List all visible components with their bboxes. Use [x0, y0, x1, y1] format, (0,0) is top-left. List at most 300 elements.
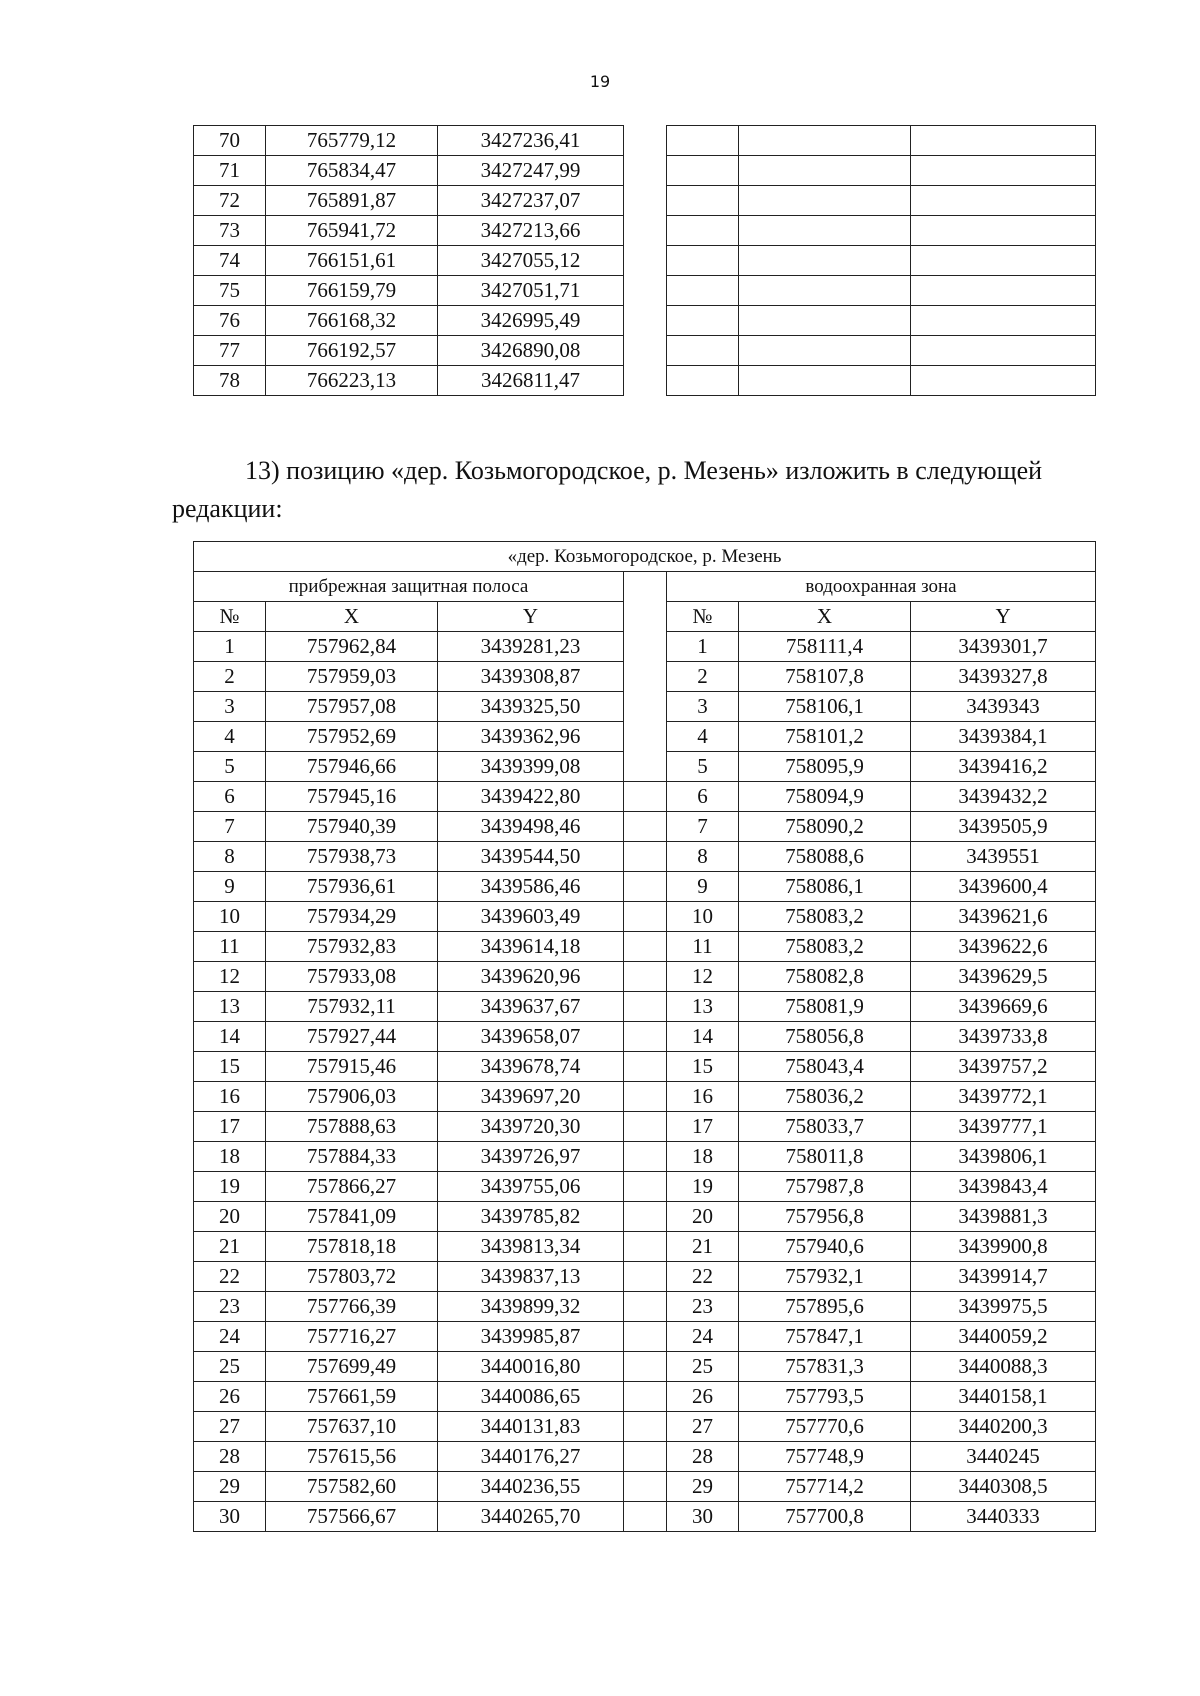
table-row [194, 246, 1096, 276]
cell-right-point-number: 14 [667, 1022, 739, 1052]
col-header-y-right: Y [911, 602, 1096, 632]
gap-cell [624, 306, 667, 336]
cell-right-point-number: 20 [667, 1202, 739, 1232]
cell-left-x-value: 757957,08 [266, 692, 438, 722]
cell-right-x-value: 758056,8 [739, 1022, 911, 1052]
cell-y-value: 3427236,41 [438, 126, 624, 156]
cell-right-x-value: 757714,2 [739, 1472, 911, 1502]
cell-point-number: 74 [194, 246, 266, 276]
cell-right-point-number: 1 [667, 632, 739, 662]
cell-right-y-value: 3439551 [911, 842, 1096, 872]
paragraph-line-2: редакции: [172, 494, 283, 523]
cell-left-y-value: 3439603,49 [438, 902, 624, 932]
table-row [194, 962, 1096, 992]
cell-left-x-value: 757906,03 [266, 1082, 438, 1112]
gap-cell [624, 842, 667, 872]
gap-cell [624, 1502, 667, 1532]
gap-cell [624, 1202, 667, 1232]
cell-left-y-value: 3440265,70 [438, 1502, 624, 1532]
cell-left-y-value: 3440236,55 [438, 1472, 624, 1502]
cell-left-point-number: 11 [194, 932, 266, 962]
cell-right-point-number: 24 [667, 1322, 739, 1352]
gap-cell [624, 692, 667, 722]
cell-right-y-value: 3439900,8 [911, 1232, 1096, 1262]
gap-cell [624, 662, 667, 692]
cell-right-x-value: 758094,9 [739, 782, 911, 812]
empty-cell [667, 216, 739, 246]
cell-left-y-value: 3439586,46 [438, 872, 624, 902]
cell-left-y-value: 3439985,87 [438, 1322, 624, 1352]
cell-y-value: 3427051,71 [438, 276, 624, 306]
gap-cell [624, 602, 667, 632]
empty-cell [911, 276, 1096, 306]
cell-right-y-value: 3439600,4 [911, 872, 1096, 902]
cell-left-point-number: 6 [194, 782, 266, 812]
cell-left-point-number: 16 [194, 1082, 266, 1112]
gap-cell [624, 632, 667, 662]
cell-left-point-number: 12 [194, 962, 266, 992]
cell-left-point-number: 13 [194, 992, 266, 1022]
cell-right-x-value: 758106,1 [739, 692, 911, 722]
empty-cell [739, 366, 911, 396]
cell-right-point-number: 26 [667, 1382, 739, 1412]
table-row [194, 722, 1096, 752]
cell-left-x-value: 757932,11 [266, 992, 438, 1022]
cell-left-x-value: 757888,63 [266, 1112, 438, 1142]
column-header-row [194, 602, 1096, 632]
right-section-title: водоохранная зона [667, 572, 1096, 602]
cell-left-x-value: 757915,46 [266, 1052, 438, 1082]
cell-right-x-value: 757956,8 [739, 1202, 911, 1232]
paragraph-line-1: 13) позицию «дер. Козьмогородское, р. Мезень» изложить в следующей [245, 456, 1043, 485]
gap-cell [624, 1322, 667, 1352]
cell-right-point-number: 6 [667, 782, 739, 812]
cell-right-point-number: 13 [667, 992, 739, 1022]
cell-left-x-value: 757934,29 [266, 902, 438, 932]
cell-right-point-number: 28 [667, 1442, 739, 1472]
cell-right-point-number: 8 [667, 842, 739, 872]
table-row [194, 1232, 1096, 1262]
cell-left-point-number: 1 [194, 632, 266, 662]
table-row [194, 752, 1096, 782]
cell-right-x-value: 757770,6 [739, 1412, 911, 1442]
cell-right-x-value: 758043,4 [739, 1052, 911, 1082]
cell-right-point-number: 16 [667, 1082, 739, 1112]
cell-point-number: 78 [194, 366, 266, 396]
cell-left-y-value: 3439422,80 [438, 782, 624, 812]
empty-cell [667, 366, 739, 396]
table-row [194, 1292, 1096, 1322]
gap-cell [624, 246, 667, 276]
gap-cell [624, 1022, 667, 1052]
table-row [194, 1262, 1096, 1292]
cell-right-point-number: 27 [667, 1412, 739, 1442]
cell-right-y-value: 3439806,1 [911, 1142, 1096, 1172]
cell-left-point-number: 20 [194, 1202, 266, 1232]
cell-left-y-value: 3439544,50 [438, 842, 624, 872]
page-number: 19 [589, 72, 611, 91]
cell-left-point-number: 14 [194, 1022, 266, 1052]
cell-right-x-value: 758086,1 [739, 872, 911, 902]
cell-point-number: 77 [194, 336, 266, 366]
cell-right-point-number: 4 [667, 722, 739, 752]
empty-cell [911, 186, 1096, 216]
cell-left-y-value: 3439658,07 [438, 1022, 624, 1052]
cell-right-y-value: 3439621,6 [911, 902, 1096, 932]
cell-left-x-value: 757699,49 [266, 1352, 438, 1382]
cell-left-point-number: 4 [194, 722, 266, 752]
cell-left-point-number: 8 [194, 842, 266, 872]
cell-left-x-value: 757959,03 [266, 662, 438, 692]
cell-right-y-value: 3439669,6 [911, 992, 1096, 1022]
cell-left-y-value: 3440176,27 [438, 1442, 624, 1472]
table-row [194, 366, 1096, 396]
cell-left-x-value: 757661,59 [266, 1382, 438, 1412]
cell-left-x-value: 757841,09 [266, 1202, 438, 1232]
empty-cell [667, 186, 739, 216]
gap-cell [624, 752, 667, 782]
cell-left-y-value: 3439308,87 [438, 662, 624, 692]
table-row [194, 902, 1096, 932]
cell-y-value: 3426995,49 [438, 306, 624, 336]
empty-cell [911, 336, 1096, 366]
empty-cell [667, 126, 739, 156]
table-row [194, 1352, 1096, 1382]
empty-cell [911, 246, 1096, 276]
cell-point-number: 76 [194, 306, 266, 336]
cell-left-point-number: 18 [194, 1142, 266, 1172]
cell-left-point-number: 7 [194, 812, 266, 842]
cell-left-x-value: 757945,16 [266, 782, 438, 812]
cell-right-y-value: 3439772,1 [911, 1082, 1096, 1112]
table-row [194, 1082, 1096, 1112]
table-row [194, 932, 1096, 962]
table-title-row [194, 542, 1096, 572]
cell-right-point-number: 5 [667, 752, 739, 782]
table-row [194, 276, 1096, 306]
table-row [194, 1202, 1096, 1232]
cell-left-y-value: 3439785,82 [438, 1202, 624, 1232]
gap-cell [624, 1442, 667, 1472]
table-row [194, 1172, 1096, 1202]
cell-right-point-number: 30 [667, 1502, 739, 1532]
cell-point-number: 70 [194, 126, 266, 156]
table-row [194, 1472, 1096, 1502]
empty-cell [667, 246, 739, 276]
cell-right-x-value: 757748,9 [739, 1442, 911, 1472]
cell-left-y-value: 3439325,50 [438, 692, 624, 722]
cell-right-y-value: 3440200,3 [911, 1412, 1096, 1442]
amendment-paragraph [172, 453, 1122, 489]
cell-left-x-value: 757818,18 [266, 1232, 438, 1262]
cell-left-x-value: 757582,60 [266, 1472, 438, 1502]
cell-left-y-value: 3439837,13 [438, 1262, 624, 1292]
gap-cell [624, 1292, 667, 1322]
cell-left-point-number: 24 [194, 1322, 266, 1352]
cell-right-point-number: 2 [667, 662, 739, 692]
cell-x-value: 766192,57 [266, 336, 438, 366]
gap-cell [624, 156, 667, 186]
cell-left-x-value: 757566,67 [266, 1502, 438, 1532]
cell-left-point-number: 21 [194, 1232, 266, 1262]
gap-cell [624, 1082, 667, 1112]
cell-left-y-value: 3439726,97 [438, 1142, 624, 1172]
cell-left-x-value: 757803,72 [266, 1262, 438, 1292]
main-coordinates-table [193, 541, 1096, 1532]
cell-left-y-value: 3439620,96 [438, 962, 624, 992]
cell-point-number: 75 [194, 276, 266, 306]
gap-cell [624, 366, 667, 396]
cell-right-x-value: 757895,6 [739, 1292, 911, 1322]
empty-cell [739, 336, 911, 366]
table-row [194, 1052, 1096, 1082]
cell-left-point-number: 19 [194, 1172, 266, 1202]
gap-cell [624, 336, 667, 366]
cell-left-point-number: 26 [194, 1382, 266, 1412]
cell-x-value: 766223,13 [266, 366, 438, 396]
cell-left-point-number: 9 [194, 872, 266, 902]
cell-right-y-value: 3439301,7 [911, 632, 1096, 662]
table-row [194, 1442, 1096, 1472]
cell-right-point-number: 10 [667, 902, 739, 932]
cell-left-y-value: 3439362,96 [438, 722, 624, 752]
cell-right-y-value: 3440088,3 [911, 1352, 1096, 1382]
cell-left-y-value: 3439899,32 [438, 1292, 624, 1322]
empty-cell [739, 186, 911, 216]
cell-left-point-number: 17 [194, 1112, 266, 1142]
gap-cell [624, 1112, 667, 1142]
cell-y-value: 3426811,47 [438, 366, 624, 396]
cell-right-x-value: 758083,2 [739, 902, 911, 932]
gap-cell [624, 1232, 667, 1262]
cell-left-point-number: 10 [194, 902, 266, 932]
empty-cell [911, 366, 1096, 396]
cell-left-point-number: 23 [194, 1292, 266, 1322]
cell-left-y-value: 3439614,18 [438, 932, 624, 962]
cell-left-y-value: 3439281,23 [438, 632, 624, 662]
cell-right-point-number: 11 [667, 932, 739, 962]
top-coordinates-table [193, 125, 1096, 396]
cell-right-x-value: 758081,9 [739, 992, 911, 1022]
cell-left-point-number: 30 [194, 1502, 266, 1532]
cell-right-x-value: 757793,5 [739, 1382, 911, 1412]
cell-right-y-value: 3439843,4 [911, 1172, 1096, 1202]
cell-right-y-value: 3439384,1 [911, 722, 1096, 752]
cell-right-y-value: 3439505,9 [911, 812, 1096, 842]
col-header-x-right: X [739, 602, 911, 632]
cell-right-point-number: 29 [667, 1472, 739, 1502]
cell-y-value: 3427237,07 [438, 186, 624, 216]
cell-left-y-value: 3439697,20 [438, 1082, 624, 1112]
cell-left-y-value: 3439678,74 [438, 1052, 624, 1082]
cell-right-x-value: 758011,8 [739, 1142, 911, 1172]
gap-cell [624, 722, 667, 752]
empty-cell [739, 306, 911, 336]
top-table-body [194, 126, 1096, 396]
gap-cell [624, 872, 667, 902]
cell-right-y-value: 3439432,2 [911, 782, 1096, 812]
table-row [194, 1112, 1096, 1142]
cell-right-x-value: 758107,8 [739, 662, 911, 692]
cell-right-point-number: 19 [667, 1172, 739, 1202]
cell-y-value: 3426890,08 [438, 336, 624, 366]
gap-cell [624, 1412, 667, 1442]
left-section-title: прибрежная защитная полоса [194, 572, 624, 602]
cell-right-x-value: 758088,6 [739, 842, 911, 872]
gap-cell [624, 902, 667, 932]
cell-right-x-value: 758083,2 [739, 932, 911, 962]
table-row [194, 1322, 1096, 1352]
cell-left-point-number: 27 [194, 1412, 266, 1442]
table-row [194, 1142, 1096, 1172]
table-row [194, 782, 1096, 812]
cell-left-x-value: 757933,08 [266, 962, 438, 992]
cell-right-point-number: 15 [667, 1052, 739, 1082]
col-header-y-left: Y [438, 602, 624, 632]
cell-right-x-value: 758082,8 [739, 962, 911, 992]
cell-right-y-value: 3439327,8 [911, 662, 1096, 692]
cell-right-point-number: 3 [667, 692, 739, 722]
gap-cell [624, 216, 667, 246]
cell-right-x-value: 758111,4 [739, 632, 911, 662]
table-row [194, 156, 1096, 186]
cell-right-point-number: 21 [667, 1232, 739, 1262]
cell-right-point-number: 17 [667, 1112, 739, 1142]
cell-right-x-value: 758033,7 [739, 1112, 911, 1142]
cell-right-y-value: 3440333 [911, 1502, 1096, 1532]
cell-y-value: 3427213,66 [438, 216, 624, 246]
cell-left-y-value: 3439720,30 [438, 1112, 624, 1142]
table-row [194, 1502, 1096, 1532]
cell-right-x-value: 757940,6 [739, 1232, 911, 1262]
table-title: «дер. Козьмогородское, р. Мезень [194, 542, 1096, 572]
cell-left-point-number: 2 [194, 662, 266, 692]
cell-right-y-value: 3440308,5 [911, 1472, 1096, 1502]
cell-right-y-value: 3440059,2 [911, 1322, 1096, 1352]
gap-cell [624, 812, 667, 842]
empty-cell [667, 306, 739, 336]
cell-right-point-number: 9 [667, 872, 739, 902]
cell-right-y-value: 3439343 [911, 692, 1096, 722]
cell-right-x-value: 757932,1 [739, 1262, 911, 1292]
table-row [194, 842, 1096, 872]
cell-x-value: 765941,72 [266, 216, 438, 246]
cell-left-y-value: 3439637,67 [438, 992, 624, 1022]
cell-right-x-value: 758095,9 [739, 752, 911, 782]
cell-right-point-number: 18 [667, 1142, 739, 1172]
cell-left-x-value: 757615,56 [266, 1442, 438, 1472]
empty-cell [911, 156, 1096, 186]
cell-right-y-value: 3439914,7 [911, 1262, 1096, 1292]
empty-cell [911, 216, 1096, 246]
table-row [194, 186, 1096, 216]
cell-right-y-value: 3439733,8 [911, 1022, 1096, 1052]
cell-left-x-value: 757716,27 [266, 1322, 438, 1352]
empty-cell [739, 246, 911, 276]
table-row [194, 1382, 1096, 1412]
empty-cell [739, 276, 911, 306]
cell-right-x-value: 758090,2 [739, 812, 911, 842]
table-row [194, 216, 1096, 246]
gap-cell [624, 186, 667, 216]
table-row [194, 1022, 1096, 1052]
cell-left-point-number: 5 [194, 752, 266, 782]
cell-left-y-value: 3440016,80 [438, 1352, 624, 1382]
empty-cell [667, 276, 739, 306]
table-row [194, 812, 1096, 842]
cell-y-value: 3427247,99 [438, 156, 624, 186]
cell-right-y-value: 3439777,1 [911, 1112, 1096, 1142]
cell-left-x-value: 757946,66 [266, 752, 438, 782]
cell-left-point-number: 15 [194, 1052, 266, 1082]
cell-left-y-value: 3439755,06 [438, 1172, 624, 1202]
cell-left-point-number: 29 [194, 1472, 266, 1502]
cell-point-number: 72 [194, 186, 266, 216]
col-header-number-right: № [667, 602, 739, 632]
cell-right-y-value: 3439416,2 [911, 752, 1096, 782]
cell-left-x-value: 757884,33 [266, 1142, 438, 1172]
col-header-x-left: X [266, 602, 438, 632]
table-row [194, 126, 1096, 156]
empty-cell [911, 306, 1096, 336]
cell-right-x-value: 758036,2 [739, 1082, 911, 1112]
empty-cell [667, 336, 739, 366]
table-row [194, 992, 1096, 1022]
gap-cell [624, 1262, 667, 1292]
table-row [194, 336, 1096, 366]
cell-x-value: 766159,79 [266, 276, 438, 306]
gap-cell [624, 1052, 667, 1082]
cell-right-x-value: 757700,8 [739, 1502, 911, 1532]
cell-right-point-number: 22 [667, 1262, 739, 1292]
cell-left-point-number: 28 [194, 1442, 266, 1472]
cell-point-number: 71 [194, 156, 266, 186]
cell-x-value: 766151,61 [266, 246, 438, 276]
cell-left-x-value: 757866,27 [266, 1172, 438, 1202]
cell-left-point-number: 22 [194, 1262, 266, 1292]
cell-right-point-number: 25 [667, 1352, 739, 1382]
gap-cell [624, 1172, 667, 1202]
empty-cell [739, 126, 911, 156]
cell-x-value: 765891,87 [266, 186, 438, 216]
gap-cell [624, 932, 667, 962]
gap-cell [624, 1472, 667, 1502]
gap-cell [624, 126, 667, 156]
cell-left-y-value: 3440086,65 [438, 1382, 624, 1412]
cell-right-x-value: 757831,3 [739, 1352, 911, 1382]
cell-right-x-value: 757987,8 [739, 1172, 911, 1202]
cell-left-y-value: 3440131,83 [438, 1412, 624, 1442]
cell-right-y-value: 3439622,6 [911, 932, 1096, 962]
cell-left-x-value: 757940,39 [266, 812, 438, 842]
table-row [194, 1412, 1096, 1442]
cell-left-x-value: 757962,84 [266, 632, 438, 662]
cell-x-value: 766168,32 [266, 306, 438, 336]
table-row [194, 632, 1096, 662]
cell-x-value: 765779,12 [266, 126, 438, 156]
gap-cell [624, 1352, 667, 1382]
cell-left-y-value: 3439498,46 [438, 812, 624, 842]
section-header-row [194, 572, 1096, 602]
cell-right-point-number: 23 [667, 1292, 739, 1322]
empty-cell [739, 216, 911, 246]
cell-point-number: 73 [194, 216, 266, 246]
empty-cell [667, 156, 739, 186]
cell-right-x-value: 757847,1 [739, 1322, 911, 1352]
cell-right-point-number: 7 [667, 812, 739, 842]
cell-left-x-value: 757637,10 [266, 1412, 438, 1442]
cell-right-y-value: 3439975,5 [911, 1292, 1096, 1322]
